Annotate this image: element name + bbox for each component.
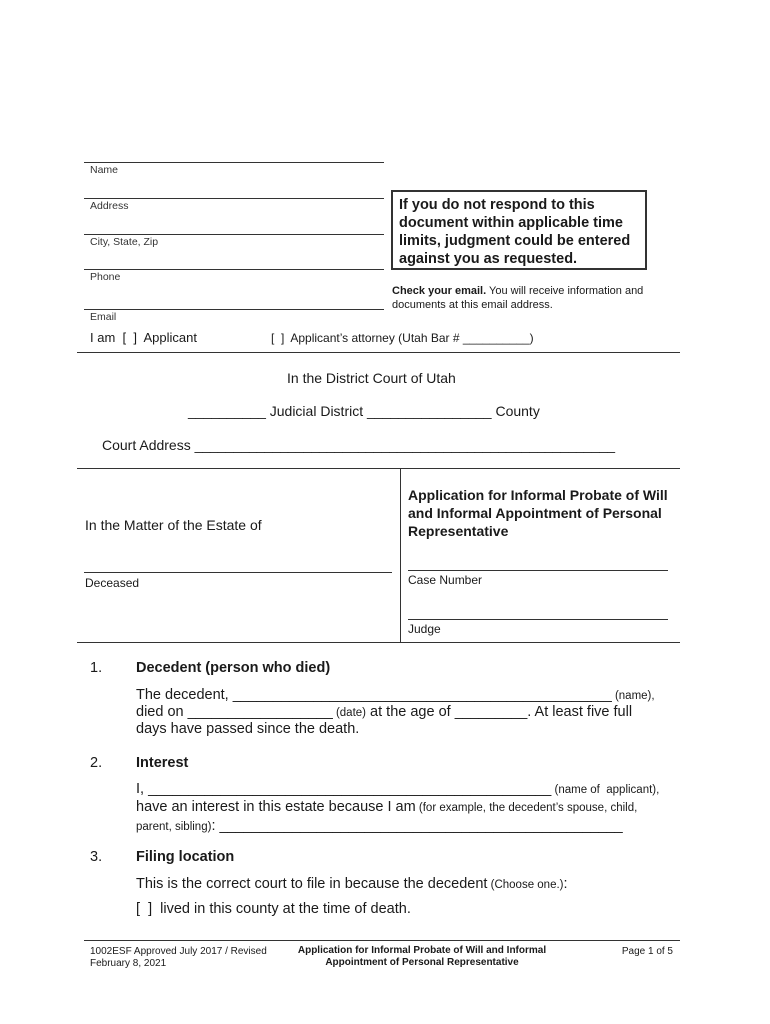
section-1-number: 1. bbox=[90, 660, 103, 676]
section-2-heading: Interest bbox=[136, 755, 189, 771]
filing-location-text: This is the correct court to file in because the decedent bbox=[136, 876, 488, 892]
applicant-name-field[interactable]: I, __________________________________________________ bbox=[136, 781, 552, 797]
judge-label: Judge bbox=[408, 622, 441, 636]
response-notice-box: If you do not respond to this document within applicable time limits, judgment could be entered against you as requested. bbox=[391, 190, 647, 270]
court-address-line: Court Address ______________________________________________________ bbox=[102, 437, 616, 453]
lived-in-county-checkbox[interactable]: [ ] lived in this county at the time of death. bbox=[136, 901, 411, 917]
deceased-name-line bbox=[84, 572, 392, 573]
email-notice bbox=[392, 284, 662, 312]
judge-line bbox=[408, 619, 668, 620]
phone-label: Phone bbox=[90, 271, 121, 283]
caption-bottom-line bbox=[77, 642, 680, 643]
section-1-line-3: days have passed since the death. bbox=[136, 721, 360, 737]
applicant-name-hint: (name of applicant), bbox=[551, 784, 660, 796]
attorney-checkbox-label[interactable]: [ ] Applicant’s attorney (Utah Bar # __________) bbox=[271, 331, 534, 345]
caption-top-line bbox=[77, 468, 680, 469]
section-3-heading: Filing location bbox=[136, 849, 235, 865]
interest-hint: (for example, the decedent’s spouse, child, bbox=[415, 802, 638, 814]
footer-form-id: 1002ESF Approved July 2017 / Revised February 8, 2021 bbox=[90, 946, 267, 969]
section-2-line-3 bbox=[136, 818, 623, 836]
phone-line bbox=[84, 269, 384, 270]
section-2-line-1 bbox=[136, 781, 659, 799]
email-notice-bold: Check your email. bbox=[392, 285, 487, 297]
name-label: Name bbox=[90, 164, 119, 176]
choose-one-hint: (Choose one.) bbox=[487, 879, 564, 891]
date-hint: (date) bbox=[332, 707, 367, 719]
address-label: Address bbox=[90, 200, 129, 212]
decedent-name-field[interactable]: The decedent, _______________________________________________ bbox=[136, 687, 612, 703]
city-line bbox=[84, 234, 384, 235]
footer-page-number: Page 1 of 5 bbox=[621, 946, 673, 957]
relationship-hint: parent, sibling) bbox=[136, 821, 212, 833]
case-number-label: Case Number bbox=[408, 573, 483, 587]
address-line bbox=[84, 198, 384, 199]
colon: : bbox=[563, 876, 568, 892]
header-divider bbox=[77, 352, 680, 353]
section-2-line-2 bbox=[136, 799, 637, 817]
email-line bbox=[84, 309, 384, 310]
age-field[interactable]: at the age of _________. At least five full bbox=[366, 704, 633, 720]
footer-divider bbox=[84, 940, 680, 941]
email-notice-text: You will receive information and documents at this email address. bbox=[392, 285, 644, 311]
section-1-line-2 bbox=[136, 704, 632, 722]
section-2-number: 2. bbox=[90, 755, 103, 771]
section-1-line-1 bbox=[136, 687, 655, 705]
name-hint: (name), bbox=[611, 690, 655, 702]
city-label: City, State, Zip bbox=[90, 236, 159, 248]
case-number-line bbox=[408, 570, 668, 571]
caption-vertical-divider bbox=[400, 468, 401, 642]
document-title: Application for Informal Probate of Will and Informal Appointment of Personal Representative bbox=[408, 487, 668, 539]
death-date-field[interactable]: died on __________________ bbox=[136, 704, 333, 720]
interest-text: have an interest in this estate because I am bbox=[136, 799, 416, 815]
name-line bbox=[84, 162, 384, 163]
footer-title: Application for Informal Probate of Will and Informal Appointment of Personal Representative bbox=[297, 945, 547, 968]
section-3-line-1 bbox=[136, 876, 568, 894]
section-1-heading: Decedent (person who died) bbox=[136, 660, 331, 676]
deceased-label: Deceased bbox=[85, 576, 140, 590]
applicant-checkbox-label[interactable]: I am [ ] Applicant bbox=[90, 330, 197, 345]
section-3-number: 3. bbox=[90, 849, 103, 865]
district-county-line: __________ Judicial District ________________ County bbox=[188, 403, 540, 419]
relationship-field[interactable]: : __________________________________________________ bbox=[211, 818, 623, 834]
email-label: Email bbox=[90, 311, 117, 323]
court-title: In the District Court of Utah bbox=[287, 370, 456, 386]
estate-matter-label: In the Matter of the Estate of bbox=[85, 517, 262, 533]
